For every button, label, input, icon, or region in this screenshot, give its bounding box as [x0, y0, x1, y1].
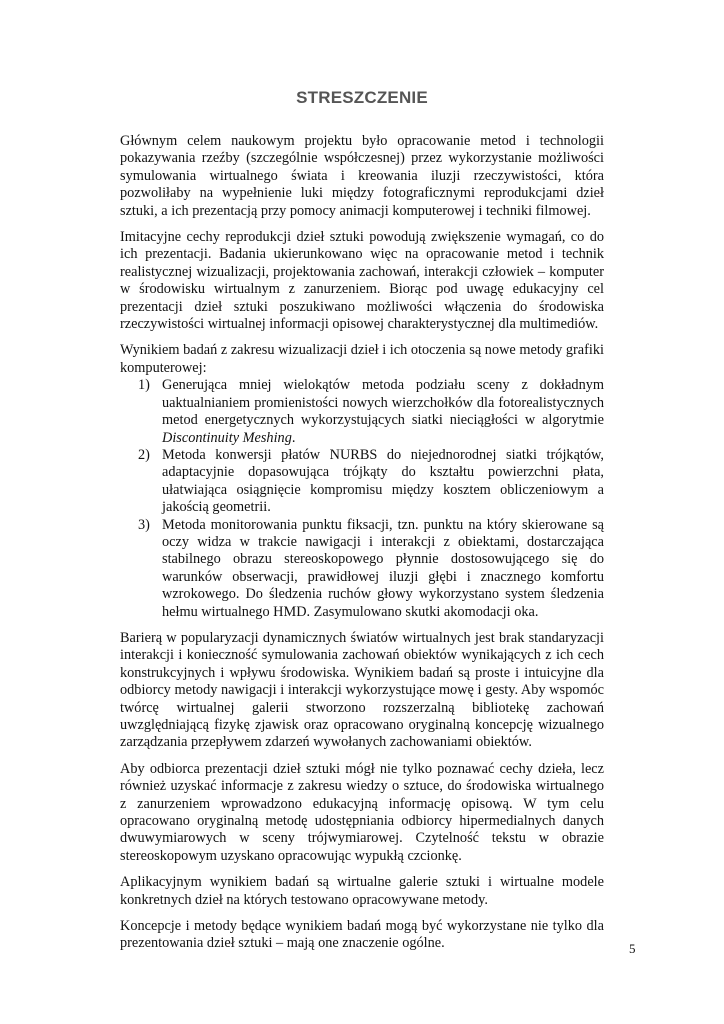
list-item-emphasis: Discontinuity Meshing — [162, 429, 292, 446]
list-number: 1) — [138, 377, 150, 394]
list-number: 2) — [138, 446, 150, 463]
list-item — [120, 377, 604, 447]
methods-list — [120, 377, 604, 621]
paragraph-1: Głównym celem naukowym projektu było opracowanie metod i technologii pokazywania rzeźby (szczególnie współczesnej) przez wykorzystanie możliwości symulowania wirtualnego świata i kreowania iluzji rzeczywistości, która pozwoliłaby na wypełnienie luki między fotograficznymi reprodukcjami dzieł sztuki, a ich prezentacją przy pomocy animacji komputerowej i techniki filmowej. — [120, 133, 604, 219]
page-title: STRESZCZENIE — [296, 88, 428, 107]
list-item-text: Metoda monitorowania punktu fiksacji, tzn. punktu na który skierowane są oczy widza w trakcie nawigacji i interakcji z obiektami, dostarczająca stabilnego obrazu stereoskopowego płynnie dostosowującego się do warunków obserwacji, prawidłowej iluzji głębi i znacznego komfortu wzrokowego. Do śledzenia ruchów głowy wykorzystano system śledzenia hełmu wirtualnego HMD. Zasymulowano skutki akomodacji oka. — [162, 516, 604, 620]
list-item-text: Generująca mniej wielokątów metoda podziału sceny z dokładnym uaktualnianiem promienistości nowych wierzchołków dla fotorealistycznych metod energetycznych wykorzystujących siatki nieciągłości w algorytmie — [162, 377, 604, 429]
list-item-text: Metoda konwersji płatów NURBS do niejednorodnej siatki trójkątów, adaptacyjnie dopasowująca trójkąty do kształtu powierzchni płata, ułatwiająca osiągnięcie kompromisu między kosztem obliczeniowym a jakością geometrii. — [162, 446, 604, 516]
list-item — [120, 447, 604, 517]
paragraph-4: Barierą w popularyzacji dynamicznych światów wirtualnych jest brak standaryzacji interakcji i konieczność symulowania zachowań obiektów wynikających z ich cech konstrukcyjnych i wpływu środowiska. Wynikiem badań są proste i intuicyjne dla odbiorcy metody nawigacji i interakcji wykorzystujące mowę i gesty. Aby wspomóc twórcę wirtualnej galerii stworzono rozszerzalną bibliotekę zachowań uwzględniającą fizykę zjawisk oraz opracowano oryginalną koncepcję wizualnego zarządzania przepływem zdarzeń wywołanych zachowaniami obiektów. — [120, 629, 604, 751]
abstract-body — [120, 133, 604, 962]
page-number: 5 — [629, 941, 636, 956]
list-number: 3) — [138, 516, 150, 533]
paragraph-5: Aby odbiorca prezentacji dzieł sztuki mógł nie tylko poznawać cechy dzieła, lecz również uzyskać informacje z zakresu wiedzy o sztuce, do środowiska wirtualnego z zanurzeniem wprowadzono edukacyjną informację opisową. W tym celu opracowano oryginalną metodę udostępniania odbiorcy hipermedialnych danych dwuwymiarowych w sceny trójwymiarowej. Czytelność tekstu w obrazie stereoskopowym uzyskano opracowując wypukłą czcionkę. — [120, 760, 604, 864]
paragraph-6: Aplikacyjnym wynikiem badań są wirtualne galerie sztuki i wirtualne modele konkretnych dzieł na których testowano opracowywane metody. — [120, 874, 604, 908]
list-item-tail: . — [291, 429, 296, 446]
list-item — [120, 517, 604, 621]
paragraph-7: Koncepcje i metody będące wynikiem badań mogą być wykorzystane nie tylko dla prezentowania dzieł sztuki – mają one znaczenie ogólne. — [120, 918, 604, 952]
paragraph-3: Wynikiem badań z zakresu wizualizacji dzieł i ich otoczenia są nowe metody grafiki komputerowej: — [120, 342, 604, 376]
paragraph-2: Imitacyjne cechy reprodukcji dzieł sztuki powodują zwiększenie wymagań, co do ich prezentacji. Badania ukierunkowano więc na opracowanie metod i technik realistycznej wizualizacji, projektowania zachowań, interakcji człowiek – komputer w środowisku wirtualnym z zanurzeniem. Biorąc pod uwagę edukacyjny cel prezentacji dzieł sztuki poszukiwano możliwości włączenia do środowiska rzeczywistości wirtualnej informacji opisowej charakterystycznej dla multimediów. — [120, 229, 604, 333]
